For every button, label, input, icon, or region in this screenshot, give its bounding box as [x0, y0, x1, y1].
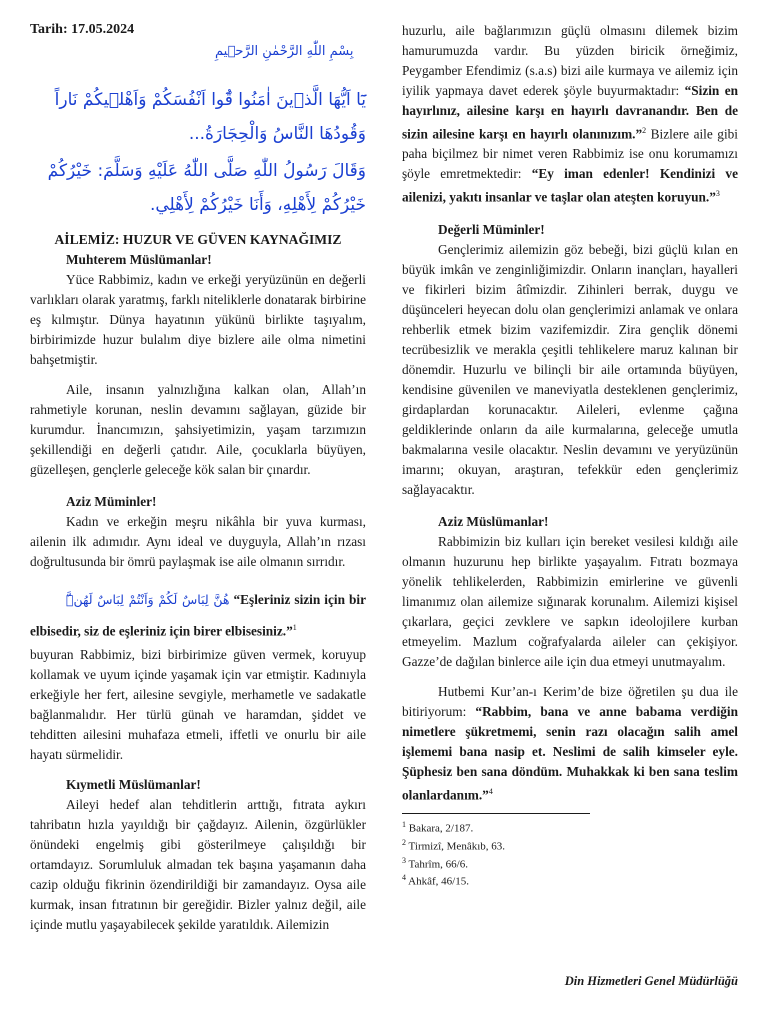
paragraph: Kadın ve erkeğin meşru nikâhla bir yuva kurması, ailenin ilk adımıdır. Aynı ideal ve duyguyla, Allah’ın rızası doğrultusunda bir ömrü paylaşmak ise aile olmanın sırrıdır.: [30, 514, 366, 569]
date-label: Tarih: 17.05.2024: [30, 22, 135, 37]
paragraph: Aile, insanın yalnızlığına kalkan olan, Allah’ın rahmetiyle korunan, neslin devamını sağlayan, güzide bir kurumdur. İnancımızın, şahsiyetimizin, yaşam tarzımızın şekillendiği en değerli çatıdır. Aile, çocuklarla büyüyen, güzelleşen, gençlerle geleceğe kök salan bir çınardır.: [30, 382, 366, 477]
footnote: $^1$ Bakara, 2/187.: [402, 820, 474, 835]
footnote-ref: 2: [642, 126, 647, 135]
paragraph: Gençlerimiz ailemizin göz bebeği, bizi güçlü kılan en büyük imkân ve zenginliğimizdir. Onların inançları, hayalleri ve fikirleri bizim âtîmizdir. Zihinleri berrak, duygu ve düşünceleri heyecan dolu olan gençlerimizi anlamak ve onlara rehberlik etmek bizim vazifemizdir. Zira gençlik dönemi tecrübesizlik ve merakla çeşitli tehlikelere maruz kalınan bir dönemdir. Huzurlu ve bilinçli bir aile ortamında büyüyen, kendisine güvenilen ve maneviyatla desteklenen gençlerimiz, girdaplardan korunacaktır. Aileleri, evlenme çağına geldiklerinde onların da aile kurmalarına, geleceğe umutla bakmalarına vesile olacaktır. Neslin devamını ve yeryüzünün imarını; okuyan, araştıran, tefekkür eden gençlerimiz sağlayacaktır.: [402, 241, 738, 497]
footnote: $^3$ Tahrîm, 66/6.: [402, 855, 468, 871]
heading-muhterem: Muhterem Müslümanlar!: [66, 252, 212, 267]
text-run: huzurlu, aile bağlarımızın güçlü olmasını dilemek bizim hamurumuzda vardır. Bu yüzden biricik örneğimiz, Peygamber Efendimiz (s.a.s) bizi aile kurmaya ve ailemiz için iyilik yapmaya davet ederek şöyle buyurmaktadır:: [402, 23, 738, 98]
footnote-ref: 4: [488, 786, 493, 796]
arabic-hadith: وَقَالَ رَسُولُ اللّٰهِ صَلَّى اللّٰهُ عَلَيْهِ وَسَلَّمَ: خَيْرُكُمْ خَيْرُكُمْ لِأَهْلِهِ، وَأَنَا خَيْرُكُمْ لِأَهْلِي.: [47, 161, 366, 215]
left-column: [30, 250, 366, 935]
heading-degerli: Değerli Müminler!: [438, 221, 545, 237]
footnote-divider: [402, 813, 590, 814]
sermon-title: AİLEMİZ: HUZUR VE GÜVEN KAYNAĞIMIZ: [54, 232, 342, 247]
arabic-verse: يَٓا اَيُّهَا الَّذ۪ينَ اٰمَنُوا قُٓوا اَنْفُسَكُمْ وَاَهْل۪يكُمْ نَاراً وَقُودُهَا النَّاسُ وَالْحِجَارَةُ...: [54, 90, 366, 144]
footnote: $^4$ Ahkâf, 46/15.: [402, 873, 469, 888]
right-column: [402, 21, 738, 889]
inline-arabic-verse: هُنَّ لِبَاسٌ لَكُمْ وَاَنْتُمْ لِبَاسٌ لَهُنَّۜ: [66, 592, 230, 607]
paragraph: Aileyi hedef alan tehditlerin arttığı, fıtrata aykırı tahribatın hızla yayıldığı bir çağdayız. Ailenin, özgürlükler önündeki engelmiş gibi gösterilmeye çalışıldığı bir ortamdayız. Sorumluluk almadan tek başına yaşamanın daha cazip olduğu fikrinin özendirildiği bir zamandayız. Oysa aile kurmak, insan fıtratının bir gereğidir. Bizler yalnız değil, aile içinde mutlu yaşayabilecek şekilde yaratıldık. Ailemizin: [30, 797, 366, 933]
prayer-quote: “Rabbim, bana ve anne babama verdiğin nimetlere şükretmemi, senin razı olacağın salih amel işlememi bana nasip et. Neslimi de salih kimseler eyle. Şüphesiz ben sana döndüm. Muhakkak ki ben sana teslim olanlardanım.”: [402, 703, 738, 803]
signature: Din Hizmetleri Genel Müdürlüğü: [564, 974, 738, 988]
verse-paragraph: [30, 586, 366, 645]
paragraph: [402, 21, 738, 208]
paragraph: buyuran Rabbimiz, bizi birbirimize güven vermek, koruyup kollamak ve uyum içinde yaşamak için var etmiştir. Kadınıyla erkeğiyle her fert, ailesine sevgiyle, merhametle ve sadakatle bağlanmalıdır. Her türlü günah ve haramdan, şiddet ve tehditten ailesini muhafaza etmeli, iffetli ve onurlu bir aile hayatı sürmelidir.: [30, 647, 366, 763]
footnote: $^2$ Tirmizî, Menâkıb, 63.: [402, 837, 506, 853]
paragraph: Rabbimizin biz kulları için bereket vesilesi kıldığı aile olmanın huzurunu hep birlikte yaşayalım. Fıtratı bozmaya yönelik tehlikelerden, Rabbimizin emirlerine ve güvenli limanımız olan ailemize sığınarak korunalım. Ailemizi kişisel çıkarlara, geçici zevklere ve sapkın ideolojilere kurban etmeyelim. Mazlum coğrafyalarda aileler can çekişiyor. Gazze’de dağılan binlerce aile için dua etmeyi unutmayalım.: [402, 533, 738, 669]
paragraph: [402, 682, 738, 805]
text-run: Hutbemi Kur’an-ı Kerim’de bize öğretilen şu dua ile bitiriyorum:: [402, 683, 738, 719]
basmala-calligraphy: بِسْمِ اللّٰهِ الرَّحْمٰنِ الرَّح۪يمِ: [215, 44, 354, 59]
heading-kiymetli: Kıymetli Müslümanlar!: [66, 777, 201, 793]
verse-translation: “Eşleriniz sizin için bir elbisedir, siz de eşleriniz için birer elbisesiniz.”: [30, 592, 367, 639]
footnote-ref: 1: [292, 623, 297, 632]
heading-aziz-muminler: Aziz Müminler!: [66, 494, 157, 509]
text-run: Bizlere aile gibi paha biçilmez bir nimet veren Rabbimiz ise onu korumamızı şöyle emretmektedir:: [402, 126, 738, 182]
heading-aziz-muslumanlar: Aziz Müslümanlar!: [438, 513, 549, 529]
verse-quote: “Ey iman edenler! Kendinizi ve ailenizi, yakıtı insanlar ve taşlar olan ateşten koruyun.”: [402, 166, 738, 205]
hadith-quote: “Sizin en hayırlınız, ailesine karşı en hayırlı davranandır. Ben de sizin ailesine karşı en hayırlı olanınızım.”: [402, 83, 738, 142]
footnote-ref: 3: [715, 189, 720, 199]
paragraph: Yüce Rabbimiz, kadın ve erkeği yeryüzünün en değerli varlıkları olarak yaratmış, farklı niteliklerle donatarak birbirine eş kılmıştır. Dünya hayatının yükünü birlikte taşıyalım, birbirimizde huzur bulalım diye bizlere aile olma nimetini bahşetmiştir.: [30, 272, 366, 367]
